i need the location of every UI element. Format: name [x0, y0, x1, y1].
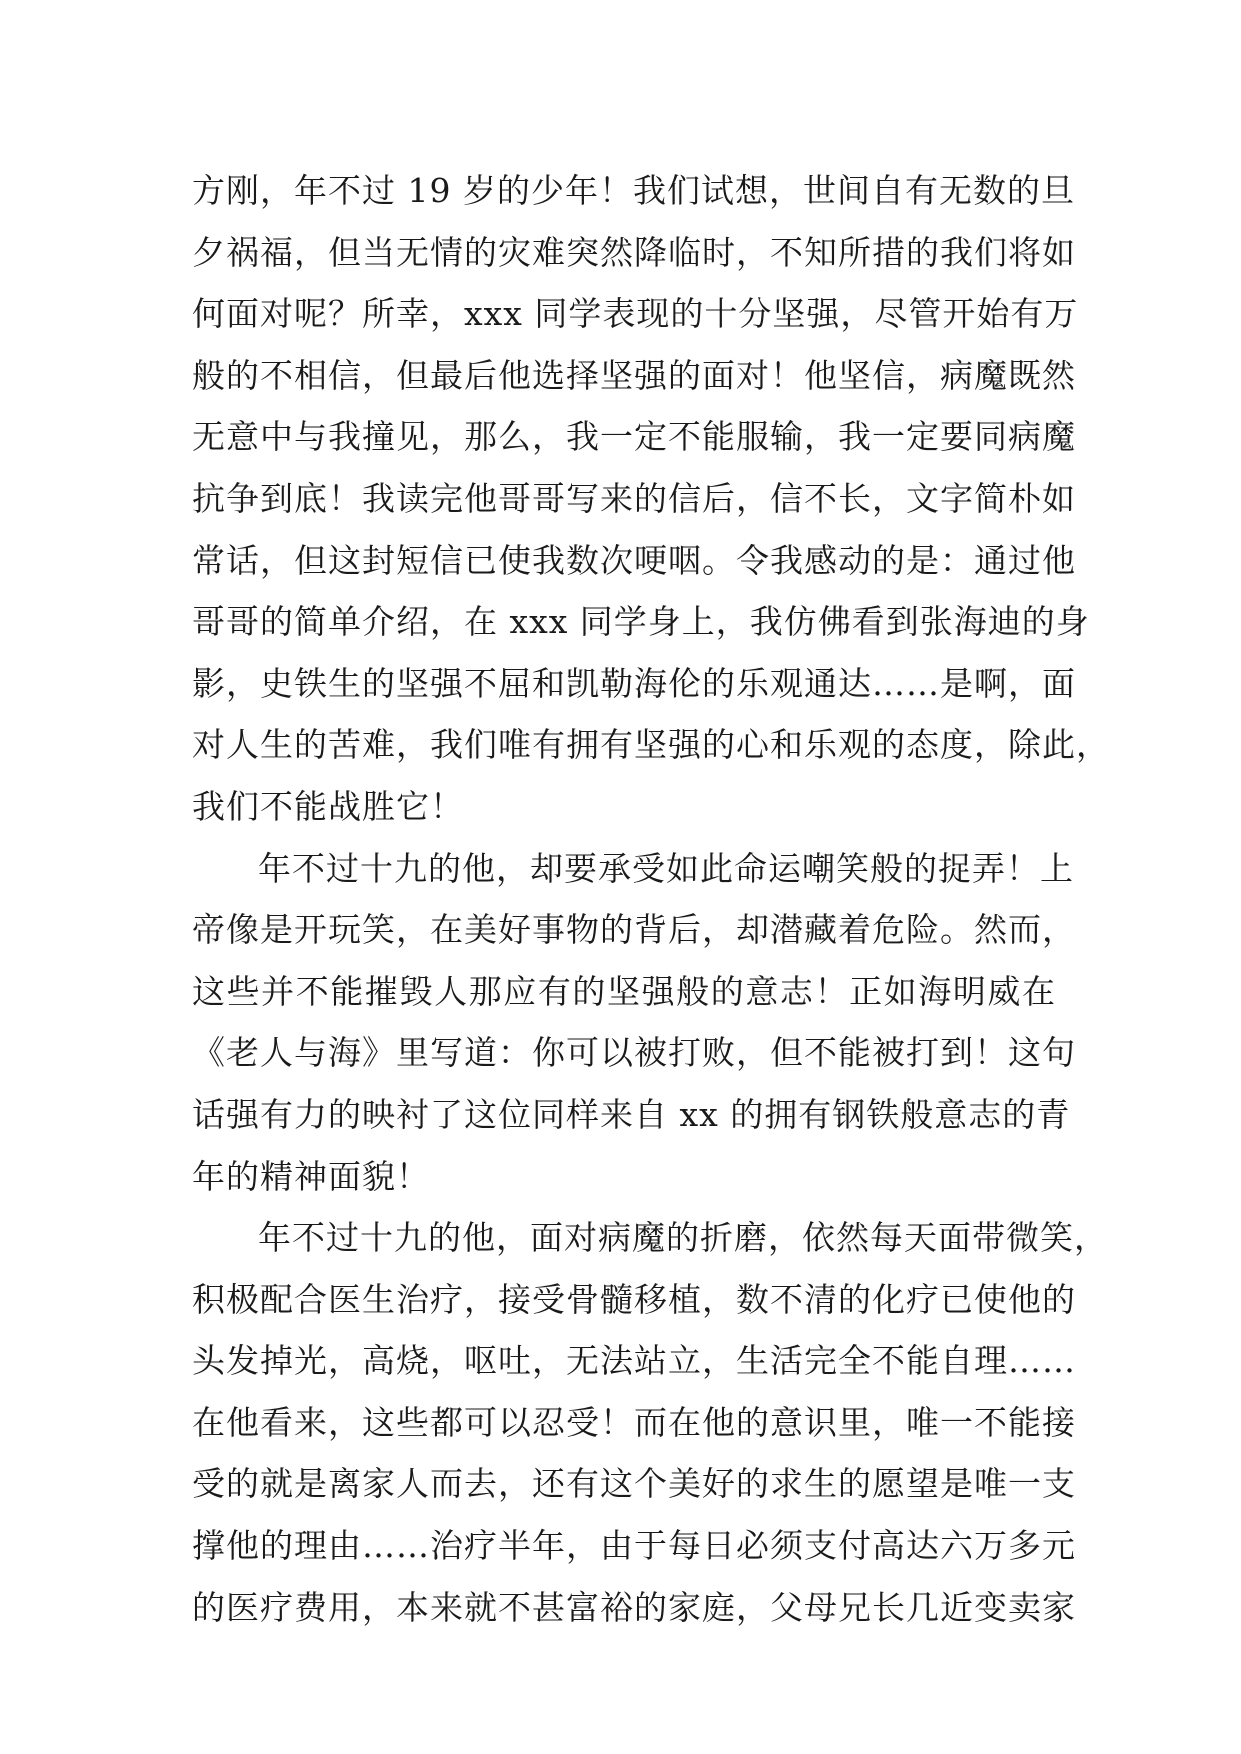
paragraph-2: [192, 838, 1076, 1208]
text-line: 这些并不能摧毁人那应有的坚强般的意志！正如海明威在: [192, 971, 1056, 1011]
text-line: 受的就是离家人而去，还有这个美好的求生的愿望是唯一支: [192, 1464, 1076, 1504]
text-line: 积极配合医生治疗，接受骨髓移植，数不清的化疗已使他的: [192, 1279, 1076, 1319]
text-line: 对人生的苦难，我们唯有拥有坚强的心和乐观的态度，除此，: [192, 725, 1110, 765]
text-line: 抗争到底！我读完他哥哥写来的信后，信不长，文字简朴如: [192, 478, 1076, 518]
text-line: 我们不能战胜它！: [192, 786, 464, 826]
paragraph-1: [192, 160, 1110, 838]
text-line: 年不过十九的他，面对病魔的折磨，依然每天面带微笑，: [258, 1218, 1108, 1258]
text-line: 《老人与海》里写道：你可以被打败，但不能被打到！这句: [192, 1033, 1076, 1073]
text-line: 何面对呢？所幸，xxx 同学表现的十分坚强，尽管开始有万: [192, 294, 1079, 334]
text-line: 帝像是开玩笑，在美好事物的背后，却潜藏着危险。然而，: [192, 910, 1076, 950]
paragraph-3: [192, 1207, 1108, 1638]
text-line: 般的不相信，但最后他选择坚强的面对！他坚信，病魔既然: [192, 355, 1076, 395]
text-line: 影，史铁生的坚强不屈和凯勒海伦的乐观通达……是啊，面: [192, 663, 1076, 703]
text-line: 哥哥的简单介绍，在 xxx 同学身上，我仿佛看到张海迪的身: [192, 602, 1090, 642]
text-line: 在他看来，这些都可以忍受！而在他的意识里，唯一不能接: [192, 1402, 1076, 1442]
text-line: 撑他的理由……治疗半年，由于每日必须支付高达六万多元: [192, 1526, 1076, 1566]
text-line: 年的精神面貌！: [192, 1156, 430, 1196]
text-line: 方刚，年不过 19 岁的少年！我们试想，世间自有无数的旦: [192, 171, 1075, 210]
text-line: 年不过十九的他，却要承受如此命运嘲笑般的捉弄！上: [258, 848, 1074, 888]
text-line: 无意中与我撞见，那么，我一定不能服输，我一定要同病魔: [192, 417, 1076, 457]
text-line: 夕祸福，但当无情的灾难突然降临时，不知所措的我们将如: [192, 232, 1076, 272]
text-line: 的医疗费用，本来就不甚富裕的家庭，父母兄长几近变卖家: [192, 1587, 1076, 1627]
text-line: 话强有力的映衬了这位同样来自 xx 的拥有钢铁般意志的青: [192, 1094, 1071, 1134]
text-line: 常话，但这封短信已使我数次哽咽。令我感动的是：通过他: [192, 540, 1076, 580]
document-body: [192, 160, 1110, 1638]
text-line: 头发掉光，高烧，呕吐，无法站立，生活完全不能自理……: [192, 1341, 1076, 1381]
